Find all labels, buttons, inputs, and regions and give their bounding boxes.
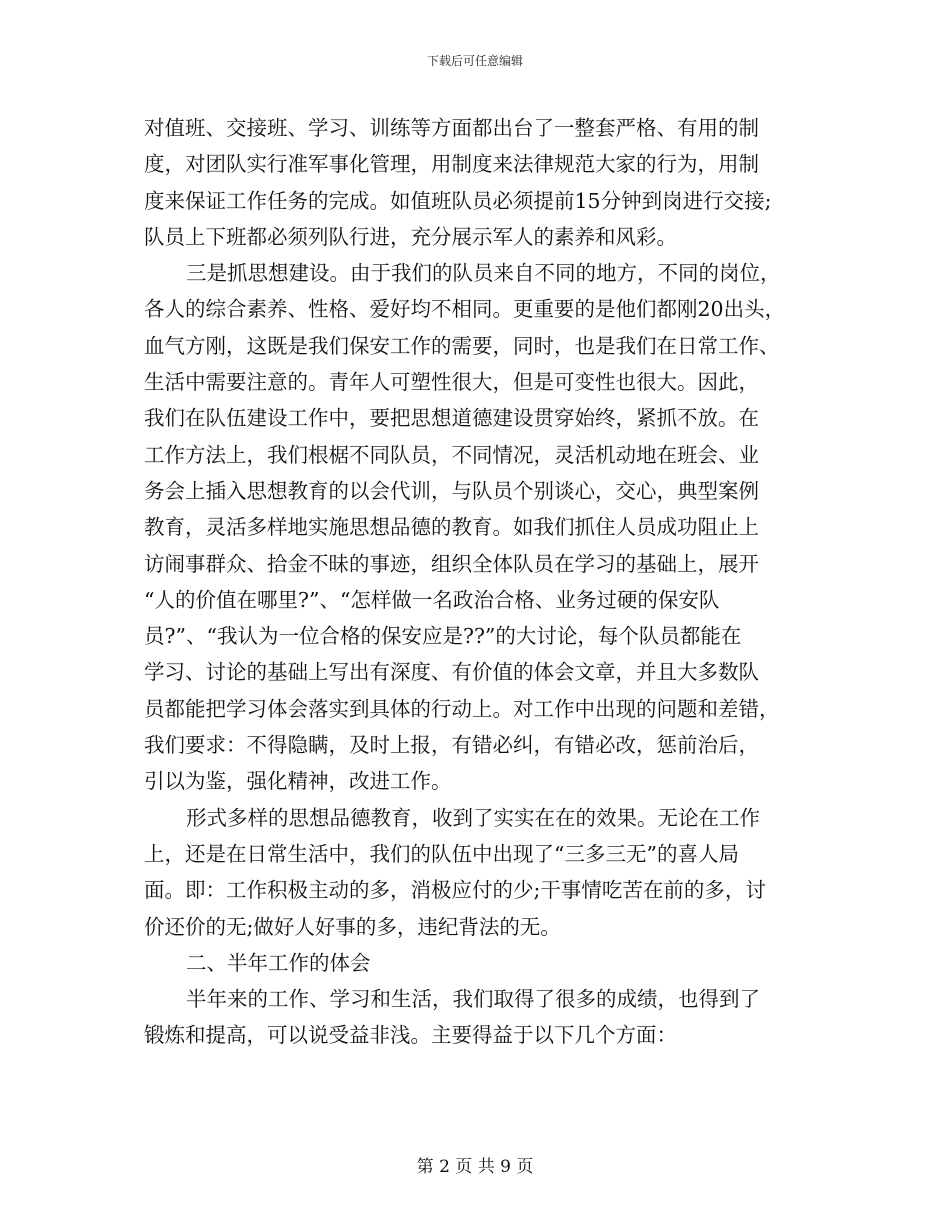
paragraph [144,981,809,1054]
paragraph-line: 血气方刚，这既是我们保安工作的需要，同时，也是我们在日常工作、 [144,333,780,358]
page-header: 下载后可任意编辑 [426,54,523,68]
page-footer: 第 2 页 共 9 页 [416,1157,534,1177]
paragraph-line: 引以为鉴，强化精神，改进工作。 [144,769,452,794]
paragraph-line: 员?”、“我认为一位合格的保安应是??”的大讨论，每个队员都能在 [144,624,742,649]
paragraph-line: 我们要求：不得隐瞒，及时上报，有错必纠，有错必改，惩前治后， [144,733,759,758]
paragraph-line: 队员上下班都必须列队行进，充分展示军人的素养和风彩。 [144,224,677,249]
paragraph [144,110,809,255]
paragraph-line: 形式多样的思想品德教育，收到了实实在在的效果。无论在工作 [186,805,760,830]
paragraph [144,255,809,799]
paragraph-line: 员都能把学习体会落实到具体的行动上。对工作中出现的问题和差错， [144,696,780,721]
document-body [144,110,809,1054]
paragraph-line: 学习、讨论的基础上写出有深度、有价值的体会文章，并且大多数队 [144,660,759,685]
paragraph-line: 二、半年工作的体会 [186,950,371,975]
paragraph-line: 工作方法上，我们根椐不同队员，不同情况，灵活机动地在班会、业 [144,442,759,467]
paragraph-line: 面。即：工作积极主动的多，消极应付的少;干事情吃苦在前的多，讨 [144,878,766,903]
paragraph-line: 对值班、交接班、学习、训练等方面都出台了一整套严格、有用的制 [144,116,759,140]
paragraph-line: 访闹事群众、拾金不昧的事迹，组织全体队员在学习的基础上，展开 [144,551,759,576]
paragraph-line: 生活中需要注意的。青年人可塑性很大，但是可变性也很大。因此， [144,370,759,395]
paragraph-line: 度，对团队实行准军事化管理，用制度来法律规范大家的行为，用制 [144,152,759,177]
paragraph-line: 各人的综合素养、性格、爱好均不相同。更重要的是他们都刚20出头， [144,297,786,322]
paragraph-line: 教育，灵活多样地实施思想品德的教育。如我们抓住人员成功阻止上 [144,515,759,540]
paragraph-line: 锻炼和提高，可以说受益非浅。主要得益于以下几个方面： [144,1023,677,1048]
paragraph-line: 三是抓思想建设。由于我们的队员来自不同的地方，不同的岗位， [186,261,781,286]
paragraph-line: 价还价的无;做好人好事的多，违纪背法的无。 [144,914,561,939]
paragraph-line: 我们在队伍建设工作中，要把思想道德建设贯穿始终，紧抓不放。在 [144,406,759,431]
paragraph-line: 半年来的工作、学习和生活，我们取得了很多的成绩，也得到了 [186,987,760,1012]
paragraph-line: 务会上插入思想教育的以会代训，与队员个别谈心，交心，典型案例 [144,478,759,503]
paragraph [144,945,809,981]
paragraph-line: “人的价值在哪里?”、“怎样做一名政治合格、业务过硬的保安队 [144,587,720,612]
paragraph [144,800,809,945]
paragraph-line: 度来保证工作任务的完成。如值班队员必须提前15分钟到岗进行交接; [144,188,772,213]
paragraph-line: 上，还是在日常生活中，我们的队伍中出现了“三多三无”的喜人局 [144,841,739,866]
